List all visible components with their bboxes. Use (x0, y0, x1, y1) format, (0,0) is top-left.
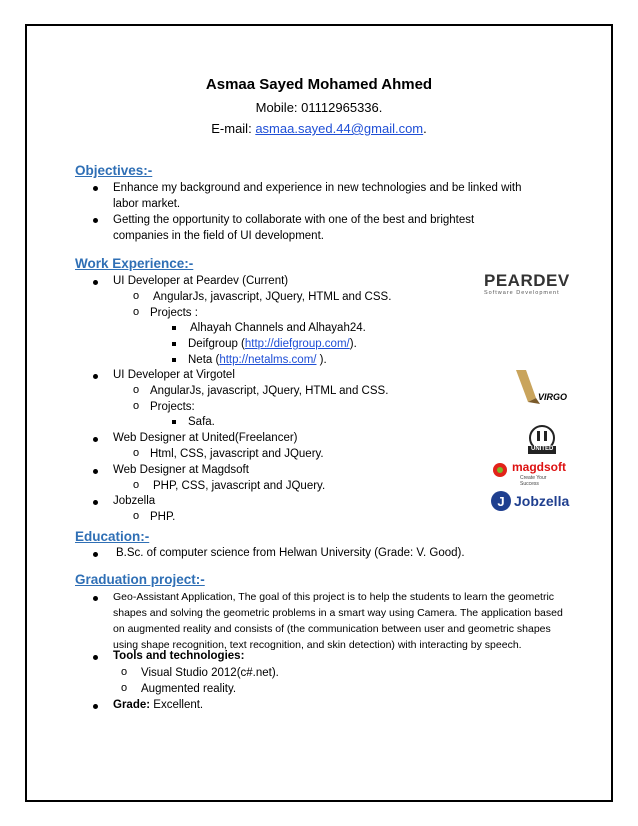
applicant-name: Asmaa Sayed Mohamed Ahmed (205, 76, 433, 93)
mobile-value: 01112965336. (297, 100, 383, 115)
job-detail: Projects : (150, 307, 198, 319)
job-title: UI Developer at Peardev (Current) (113, 275, 289, 287)
project-item: Safa. (188, 416, 215, 428)
objectives-heading: Objectives:- (75, 163, 153, 178)
project-item: Alhayah Channels and Alhayah24. (190, 322, 366, 334)
project-desc-line: Geo-Assistant Application, The goal of this project is to help the students to learn the geometric (113, 591, 555, 603)
tool-item: Visual Studio 2012(c#.net). (141, 667, 279, 679)
bullet (93, 218, 98, 223)
job-title: Web Designer at Magdsoft (113, 464, 249, 476)
project-item: Deifgroup (http://diefgroup.com/). (188, 338, 357, 350)
objective-item: Enhance my background and experience in new technologies and be linked with (113, 182, 522, 194)
job-detail: AngularJs, javascript, JQuery, HTML and CSS. (150, 385, 389, 397)
work-heading: Work Experience:- (75, 256, 194, 271)
job-detail: Html, CSS, javascript and JQuery. (150, 448, 324, 460)
objective-item: Getting the opportunity to collaborate with one of the best and brightest (113, 214, 475, 226)
project-item: Neta (http://netalms.com/ ). (188, 354, 327, 366)
bullet (93, 655, 98, 660)
email-tail: . (423, 121, 427, 136)
svg-text:J: J (497, 494, 505, 509)
project-desc-line: using shape recognition, text recognition, and skin detection) with interacting by speech. (113, 639, 522, 651)
united-logo: UNITED (524, 425, 560, 455)
virgo-logo: VIRGO (514, 368, 570, 406)
peardev-logo: PEARDEV Software Development (484, 271, 570, 296)
tools-label: Tools and technologies: (113, 650, 245, 662)
bullet (93, 500, 98, 505)
job-title: Web Designer at United(Freelancer) (113, 432, 298, 444)
job-detail: Projects: (150, 401, 195, 413)
bullet (93, 437, 98, 442)
page-border (25, 24, 613, 802)
grade-value: Excellent. (150, 699, 204, 711)
magdsoft-logo: magdsoft Create Your Success (490, 458, 566, 486)
objective-item: companies in the field of UI development. (113, 230, 324, 242)
tool-item: Augmented reality. (141, 683, 237, 695)
job-detail: AngularJs, javascript, JQuery, HTML and CSS. (153, 291, 392, 303)
project-desc-line: on augmented reality and consists of (the communication between user and geometric shapes (113, 623, 551, 635)
bullet (93, 704, 98, 709)
mobile-line (0, 100, 638, 115)
education-heading: Education:- (75, 529, 150, 544)
bullet (93, 186, 98, 191)
netalms-link[interactable]: http://netalms.com/ (219, 354, 317, 366)
bullet (93, 552, 98, 557)
bullet (93, 280, 98, 285)
job-detail: PHP, CSS, javascript and JQuery. (153, 480, 326, 492)
education-item: B.Sc. of computer science from Helwan University (Grade: V. Good). (116, 547, 465, 559)
graduation-heading: Graduation project:- (75, 572, 205, 587)
bullet (93, 374, 98, 379)
job-title: Jobzella (113, 495, 156, 507)
job-detail: PHP. (150, 511, 176, 523)
jobzella-logo: J Jobzella (490, 490, 566, 514)
email-line (0, 121, 638, 136)
bullet (93, 596, 98, 601)
mobile-label: Mobile: (255, 100, 298, 115)
objective-item: labor market. (113, 198, 181, 210)
email-label: E-mail: (211, 121, 252, 136)
email-link[interactable]: asmaa.sayed.44@gmail.com (255, 121, 424, 136)
bullet (93, 469, 98, 474)
diefgroup-link[interactable]: http://diefgroup.com/ (244, 338, 350, 350)
project-desc-line: shapes and solving the geometric problems in a smart way using Camera. The application based (113, 607, 563, 619)
job-title: UI Developer at Virgotel (113, 369, 235, 381)
grade-line (113, 698, 203, 712)
grade-label: Grade: (113, 699, 151, 711)
